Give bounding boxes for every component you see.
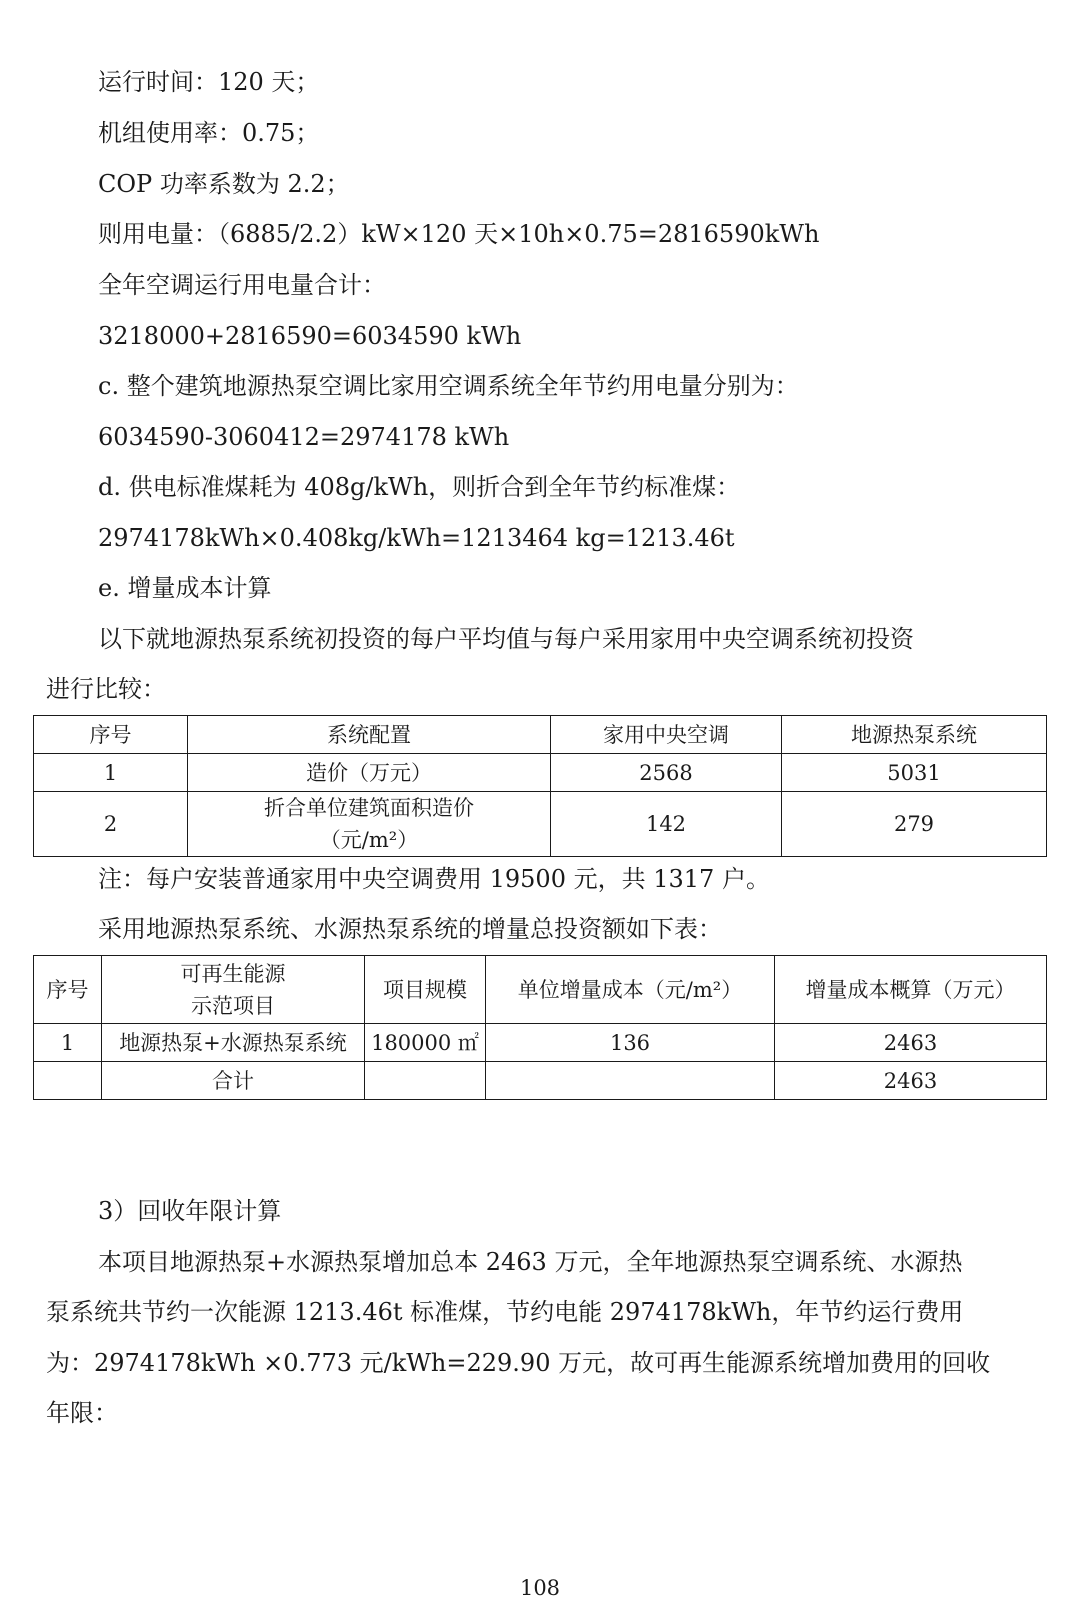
text-line-item-d: d. 供电标准煤耗为 408g/kWh，则折合到全年节约标准煤： bbox=[98, 473, 741, 501]
table-row bbox=[34, 792, 1047, 857]
table-header-cell: 增量成本概算（万元） bbox=[775, 956, 1047, 1024]
paragraph-line: 年限： bbox=[46, 1399, 118, 1427]
text-line-cop: COP 功率系数为 2.2； bbox=[98, 170, 350, 198]
table-cell: 5031 bbox=[782, 754, 1047, 792]
table-cell: 造价（万元） bbox=[188, 754, 551, 792]
table-cell bbox=[365, 1062, 486, 1100]
text-line-comparison-intro-cont: 进行比较： bbox=[46, 675, 166, 703]
table-cell: 合计 bbox=[102, 1062, 365, 1100]
table-row bbox=[34, 1024, 1047, 1062]
table-cell-line: （元/m²） bbox=[319, 828, 419, 852]
table-cell: 2463 bbox=[775, 1062, 1047, 1100]
text-line-unit-usage: 机组使用率：0.75； bbox=[98, 119, 320, 147]
text-line-savings-formula: 6034590-3060412=2974178 kWh bbox=[98, 423, 510, 451]
table-header-cell: 单位增量成本（元/m²） bbox=[486, 956, 775, 1024]
table-cell-line: 折合单位建筑面积造价 bbox=[264, 796, 474, 820]
text-line-annual-total-label: 全年空调运行用电量合计： bbox=[98, 271, 386, 299]
table-cell: 地源热泵+水源热泵系统 bbox=[102, 1024, 365, 1062]
text-line-item-c: c. 整个建筑地源热泵空调比家用空调系统全年节约用电量分别为： bbox=[98, 372, 799, 400]
text-line-comparison-intro: 以下就地源热泵系统初投资的每户平均值与每户采用家用中央空调系统初投资 bbox=[98, 625, 914, 653]
paragraph-line: 本项目地源热泵+水源热泵增加总本 2463 万元，全年地源热泵空调系统、水源热 bbox=[98, 1248, 963, 1276]
paragraph-line: 为：2974178kWh ×0.773 元/kWh=229.90 万元，故可再生能源系统增加费用的回收 bbox=[46, 1349, 991, 1377]
table-header-cell: 系统配置 bbox=[188, 716, 551, 754]
table-row bbox=[34, 754, 1047, 792]
table-header-row bbox=[34, 956, 1047, 1024]
cost-comparison-table bbox=[33, 715, 1047, 857]
table-cell-line: 可再生能源 bbox=[180, 961, 286, 986]
table-header-row bbox=[34, 716, 1047, 754]
table-header-cell: 项目规模 bbox=[365, 956, 486, 1024]
table-header-cell: 家用中央空调 bbox=[551, 716, 782, 754]
table-header-cell: 序号 bbox=[34, 716, 188, 754]
table-header-cell: 地源热泵系统 bbox=[782, 716, 1047, 754]
section-heading-payback: 3）回收年限计算 bbox=[98, 1197, 282, 1225]
table-note: 注：每户安装普通家用中央空调费用 19500 元，共 1317 户。 bbox=[98, 865, 770, 893]
text-line-table2-intro: 采用地源热泵系统、水源热泵系统的增量总投资额如下表： bbox=[98, 915, 722, 943]
table-cell: 142 bbox=[551, 792, 782, 857]
table-header-cell: 序号 bbox=[34, 956, 102, 1024]
text-line-coal-formula: 2974178kWh×0.408kg/kWh=1213464 kg=1213.46t bbox=[98, 524, 735, 552]
table-cell-line: 示范项目 bbox=[191, 993, 275, 1018]
page-number: 108 bbox=[519, 1576, 561, 1600]
table-cell: 279 bbox=[782, 792, 1047, 857]
table-header-cell bbox=[102, 956, 365, 1024]
text-line-item-e: e. 增量成本计算 bbox=[98, 574, 272, 602]
incremental-cost-table bbox=[33, 955, 1047, 1100]
text-line-power-usage: 则用电量：（6885/2.2）kW×120 天×10h×0.75=2816590kWh bbox=[98, 220, 820, 248]
table-cell: 2 bbox=[34, 792, 188, 857]
text-line-run-time: 运行时间：120 天； bbox=[98, 68, 320, 96]
table-total-row bbox=[34, 1062, 1047, 1100]
paragraph-line: 泵系统共节约一次能源 1213.46t 标准煤，节约电能 2974178kWh，年节约运行费用 bbox=[46, 1298, 964, 1326]
text-line-annual-total-formula: 3218000+2816590=6034590 kWh bbox=[98, 322, 522, 350]
table-cell: 1 bbox=[34, 1024, 102, 1062]
table-cell: 2463 bbox=[775, 1024, 1047, 1062]
table-cell: 180000 ㎡ bbox=[365, 1024, 486, 1062]
table-cell bbox=[188, 792, 551, 857]
table-cell: 1 bbox=[34, 754, 188, 792]
table-cell: 136 bbox=[486, 1024, 775, 1062]
table-cell bbox=[34, 1062, 102, 1100]
table-cell bbox=[486, 1062, 775, 1100]
table-cell: 2568 bbox=[551, 754, 782, 792]
